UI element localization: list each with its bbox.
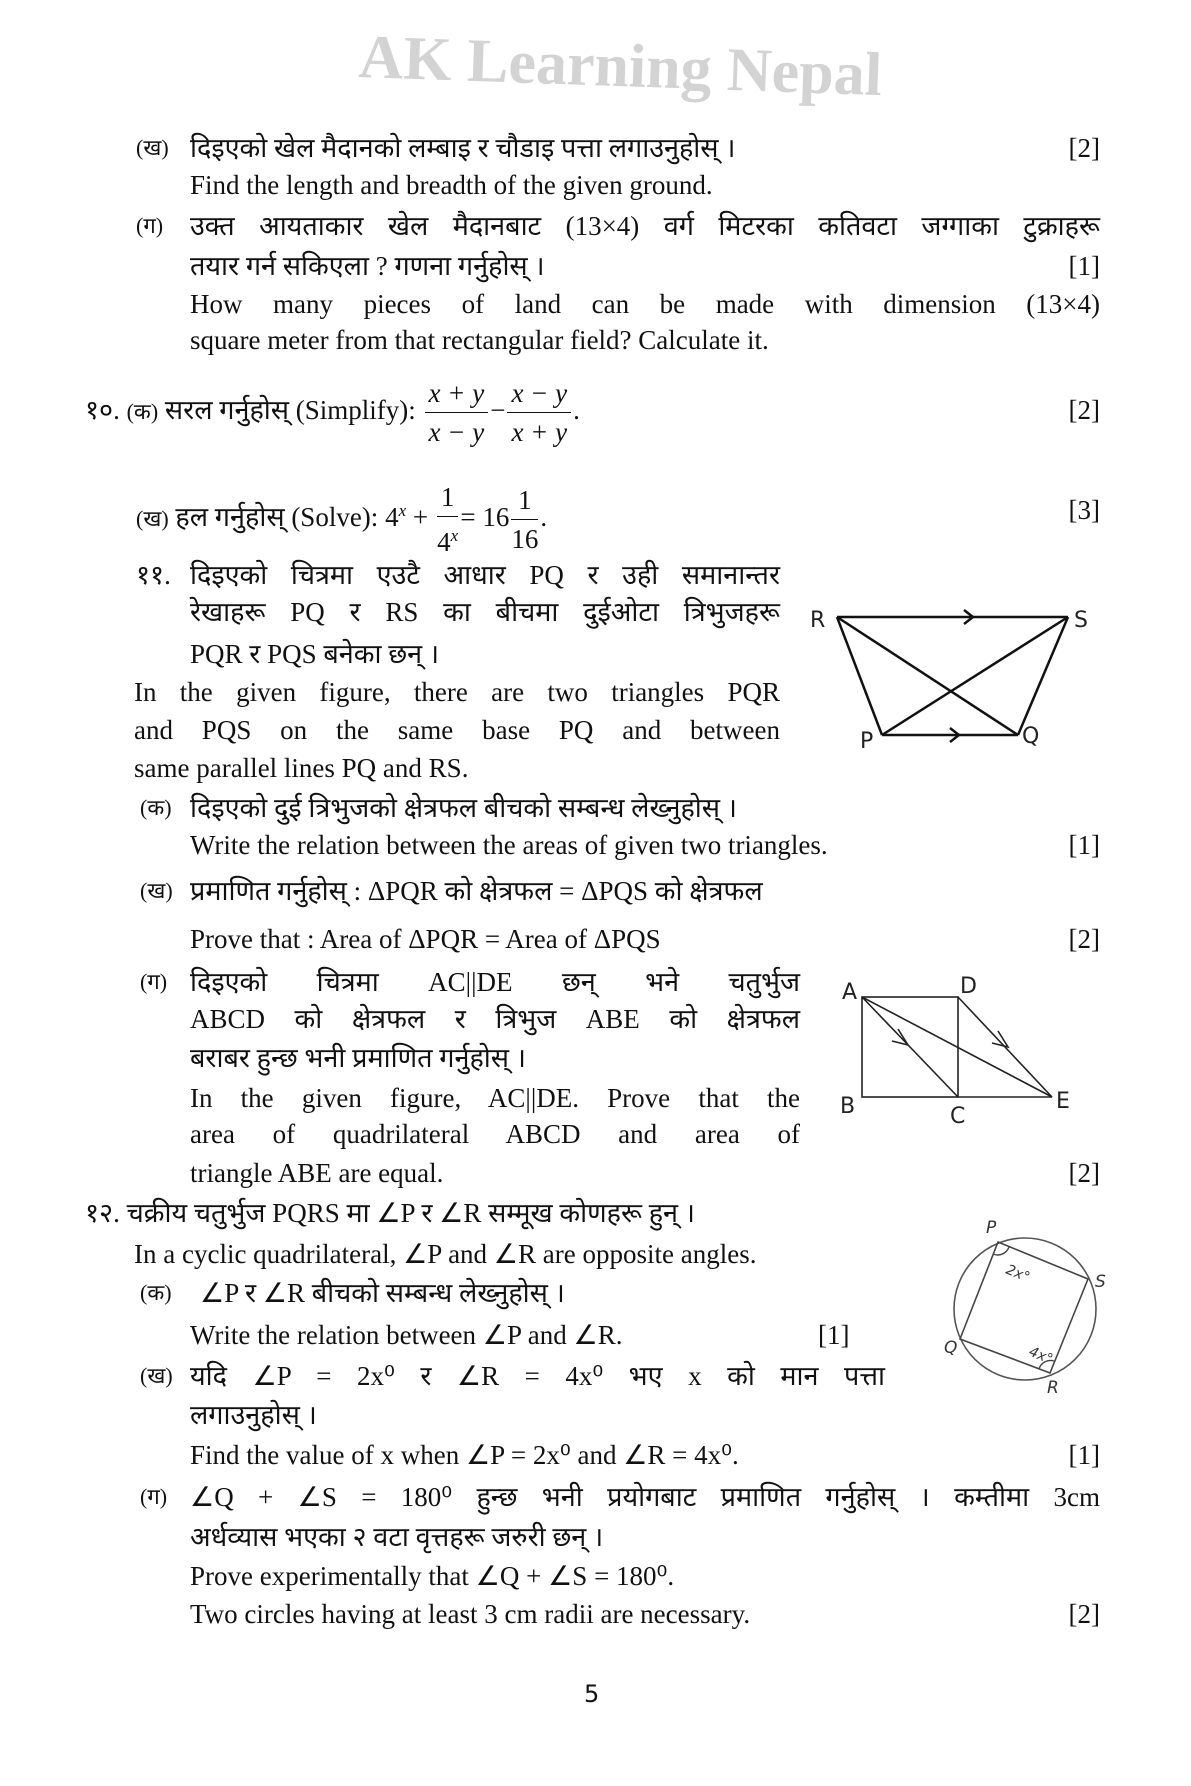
q11-nepali-2: रेखाहरू PQ र RS का बीचमा दुईओटा त्रिभुजहरू	[190, 597, 780, 627]
q10b-marks: [3]	[1068, 495, 1100, 525]
q10a-text: सरल गर्नुहोस् (Simplify):	[164, 395, 416, 425]
q12a-marks: [1]	[818, 1320, 850, 1350]
label-q9c: (ग)	[136, 213, 164, 238]
label-q12b: (ख)	[140, 1363, 173, 1388]
q9c-english-2: square meter from that rectangular field? Calculate it.	[190, 325, 769, 355]
q11c-english-1: In the given figure, AC||DE. Prove that the	[190, 1083, 800, 1113]
q10b-text: हल गर्नुहोस् (Solve):	[175, 502, 379, 532]
q9b-marks: [2]	[1068, 133, 1100, 163]
vertex-p: P	[860, 729, 874, 754]
q11c-english-3: triangle ABE are equal.	[190, 1158, 444, 1188]
q9c-nepali-2: तयार गर्न सकिएला ? गणना गर्नुहोस् ।	[190, 251, 545, 281]
q9c-english-1: How many pieces of land can be made with dimension (13×4)	[190, 289, 1100, 319]
q12b-marks: [1]	[1068, 1440, 1100, 1470]
q12-english: In a cyclic quadrilateral, ∠P and ∠R are opposite angles.	[134, 1239, 757, 1269]
q10-number: १०.	[85, 395, 120, 425]
q11-english-2: and PQS on the same base PQ and between	[134, 715, 780, 745]
mixed-fraction	[511, 481, 538, 558]
exponent: x	[398, 501, 407, 520]
figure-abcde	[830, 965, 1090, 1129]
vertex-b: B	[840, 1094, 856, 1119]
vertex-q: Q	[944, 1338, 958, 1358]
denominator: 16	[511, 524, 539, 555]
label-q11a: (क)	[140, 795, 172, 820]
label-q10b: (ख)	[136, 506, 169, 531]
numerator: x + y	[425, 374, 489, 413]
q10b	[136, 466, 547, 556]
q11b-nepali: प्रमाणित गर्नुहोस् : ΔPQR को क्षेत्रफल = ΔPQS को क्षेत्रफल	[190, 876, 763, 906]
vertex-q: Q	[1022, 724, 1040, 749]
watermark: AK Learning Nepal	[357, 22, 884, 110]
vertex-e: E	[1056, 1089, 1070, 1114]
fraction-1	[425, 374, 489, 451]
q11c-nepali-2: ABCD को क्षेत्रफल र त्रिभुज ABE को क्षेत्रफल	[190, 1004, 800, 1034]
q12c-english-1: Prove experimentally that ∠Q + ∠S = 180⁰.	[190, 1561, 675, 1591]
label-q12a: (क)	[140, 1280, 172, 1305]
numerator: x − y	[507, 374, 571, 413]
q12c-marks: [2]	[1068, 1599, 1100, 1629]
q11-nepali-3: PQR र PQS बनेका छन् ।	[190, 639, 440, 669]
figure-cyclic-quadrilateral	[930, 1215, 1130, 1398]
numerator: 1	[437, 478, 459, 517]
angle-p-label: 2x°	[1003, 1261, 1032, 1286]
base: 4	[437, 527, 451, 558]
vertex-c: C	[950, 1104, 966, 1129]
denominator: x − y	[428, 417, 485, 448]
label-q12c: (ग)	[140, 1484, 168, 1509]
q11a-marks: [1]	[1068, 830, 1100, 860]
period: .	[540, 502, 548, 532]
vertex-p: P	[986, 1218, 997, 1238]
q9b-nepali: दिइएको खेल मैदानको लम्बाइ र चौडाइ पत्ता लगाउनुहोस् ।	[190, 133, 736, 163]
page-number: 5	[584, 1680, 600, 1708]
fraction	[437, 478, 459, 561]
q12b-english: Find the value of x when ∠P = 2x⁰ and ∠R = 4x⁰.	[190, 1440, 739, 1470]
q11-english-3: same parallel lines PQ and RS.	[134, 753, 469, 783]
fraction-2	[507, 374, 571, 451]
vertex-r: R	[810, 608, 826, 633]
label-q10a: (क)	[126, 399, 159, 424]
base: 4	[385, 502, 399, 532]
q12c-english-2: Two circles having at least 3 cm radii are necessary.	[190, 1599, 751, 1629]
q11c-english-2: area of quadrilateral ABCD and area of	[190, 1119, 800, 1149]
figure-trapezium-pqrs	[800, 580, 1100, 754]
q12-nepali	[85, 1194, 695, 1232]
q11c-marks: [2]	[1068, 1158, 1100, 1188]
angle-r-label: 4x°	[1026, 1343, 1055, 1368]
q9c-nepali-1: उक्त आयताकार खेल मैदानबाट (13×4) वर्ग मिटरका कतिवटा जग्गाका टुक्राहरू	[190, 211, 1100, 241]
exponent: x	[450, 526, 459, 546]
q12c-nepali-2: अर्धव्यास भएका २ वटा वृत्तहरू जरुरी छन् ।	[190, 1522, 604, 1552]
q12-nepali-text: चक्रीय चतुर्भुज PQRS मा ∠P र ∠R सम्मूख कोणहरू हुन् ।	[126, 1198, 696, 1228]
q11b-marks: [2]	[1068, 924, 1100, 954]
q11-nepali-1: दिइएको चित्रमा एउटै आधार PQ र उही समानान्तर	[190, 560, 780, 590]
vertex-r: R	[1047, 1378, 1059, 1398]
q11-number: ११.	[136, 560, 171, 590]
label-q11b: (ख)	[140, 878, 173, 903]
vertex-s: S	[1074, 608, 1088, 633]
vertex-d: D	[960, 974, 977, 999]
q9c-marks: [1]	[1068, 251, 1100, 281]
q12b-nepali-2: लगाउनुहोस् ।	[190, 1400, 317, 1430]
minus-sign: −	[490, 395, 506, 425]
numerator: 1	[511, 481, 538, 520]
label-q11c: (ग)	[140, 969, 168, 994]
q12c-nepali-1: ∠Q + ∠S = 180⁰ हुन्छ भनी प्रयोगबाट प्रमाणित गर्नुहोस् । कम्तीमा 3cm	[190, 1482, 1100, 1512]
q11a-nepali: दिइएको दुई त्रिभुजको क्षेत्रफल बीचको सम्बन्ध लेख्नुहोस् ।	[190, 793, 738, 823]
q12b-nepali-1: यदि ∠P = 2x⁰ र ∠R = 4x⁰ भए x को मान पत्ता	[190, 1361, 885, 1391]
label-q9b: (ख)	[136, 135, 169, 160]
denominator: x + y	[511, 417, 568, 448]
equals-16: = 16	[460, 502, 510, 532]
plus-sign: +	[412, 502, 429, 532]
vertex-s: S	[1095, 1272, 1106, 1292]
q10a	[85, 365, 580, 455]
q12-number: १२.	[85, 1198, 120, 1228]
denominator	[437, 517, 459, 561]
q11c-nepali-3: बराबर हुन्छ भनी प्रमाणित गर्नुहोस् ।	[190, 1043, 527, 1073]
q11c-nepali-1: दिइएको चित्रमा AC||DE छन् भने चतुर्भुज	[190, 967, 800, 997]
period: .	[573, 395, 580, 425]
q11a-english: Write the relation between the areas of given two triangles.	[190, 830, 828, 860]
q12a-nepali: ∠P र ∠R बीचको सम्बन्ध लेख्नुहोस् ।	[200, 1278, 565, 1308]
q11b-english: Prove that : Area of ΔPQR = Area of ΔPQS	[190, 924, 661, 954]
q12a-english: Write the relation between ∠P and ∠R.	[190, 1320, 623, 1350]
vertex-a: A	[842, 980, 858, 1005]
q10a-marks: [2]	[1068, 395, 1100, 425]
q9b-english: Find the length and breadth of the given ground.	[190, 170, 713, 200]
q11-english-1: In the given figure, there are two triangles PQR	[134, 677, 780, 707]
